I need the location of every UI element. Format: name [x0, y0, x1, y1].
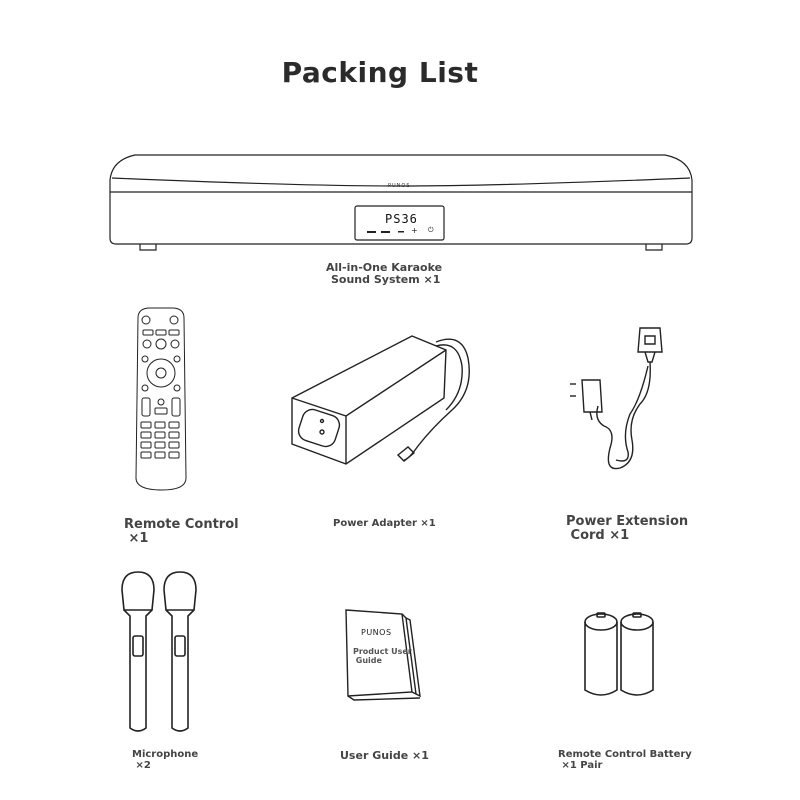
soundbar-power-label: ⏻ [428, 226, 434, 234]
guide-text-line1: Product User [353, 647, 412, 656]
caption-remote-line2: ×1 [124, 531, 149, 546]
caption-cord-line2: Cord ×1 [566, 528, 630, 543]
caption-remote-line1: Remote Control [124, 517, 239, 532]
page-title: Packing List [281, 56, 479, 89]
caption-microphone-line2: ×2 [132, 760, 151, 771]
caption-battery-line2: ×1 Pair [558, 760, 603, 771]
caption-adapter-line1: Power Adapter ×1 [333, 518, 436, 529]
caption-battery-line1: Remote Control Battery [558, 749, 692, 760]
caption-cord-line1: Power Extension [566, 514, 689, 529]
soundbar-plus-label: + [411, 226, 418, 235]
soundbar-brand-label: PUNOS [388, 183, 411, 189]
soundbar-display: PS36 [385, 212, 418, 226]
caption-soundbar-line2: Sound System ×1 [331, 273, 441, 286]
guide-brand-label: PUNOS [361, 628, 392, 637]
caption-microphone-line1: Microphone [132, 749, 199, 760]
caption-guide-line1: User Guide ×1 [340, 749, 429, 762]
guide-text-line2: Guide [353, 656, 382, 665]
caption-soundbar-line1: All-in-One Karaoke [326, 261, 443, 274]
